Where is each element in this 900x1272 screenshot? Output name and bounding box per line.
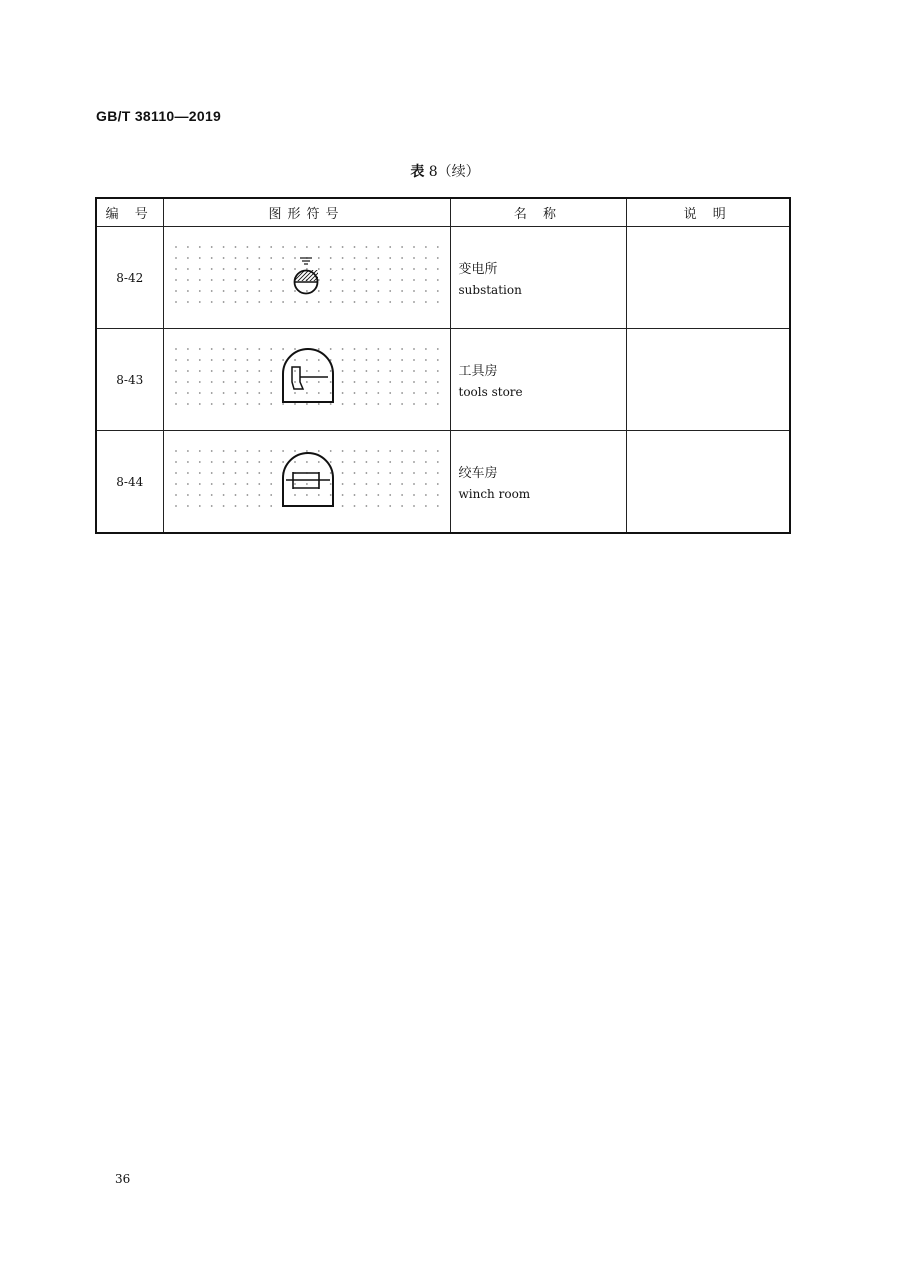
symbol-cell xyxy=(163,227,450,329)
name-cell xyxy=(450,329,626,431)
row-number: 8-43 xyxy=(96,329,163,431)
name-chinese: 变电所 xyxy=(458,262,498,277)
table-row xyxy=(96,329,790,431)
table-row xyxy=(96,431,790,534)
page-number: 36 xyxy=(115,1172,131,1186)
row-number: 8-42 xyxy=(96,227,163,329)
symbols-table xyxy=(95,197,791,534)
name-chinese: 绞车房 xyxy=(458,466,498,481)
name-english: tools store xyxy=(458,385,523,399)
name-chinese: 工具房 xyxy=(458,364,498,379)
winch-room-symbol-icon xyxy=(164,431,450,532)
name-cell xyxy=(450,431,626,534)
description-cell xyxy=(626,227,790,329)
description-cell xyxy=(626,329,790,431)
name-english: substation xyxy=(458,283,522,297)
substation-symbol-icon xyxy=(164,227,450,328)
table-header-row xyxy=(96,198,790,227)
header-description: 说 明 xyxy=(626,198,790,227)
description-cell xyxy=(626,431,790,534)
table-title xyxy=(0,161,890,181)
header-name: 名 称 xyxy=(450,198,626,227)
name-cell xyxy=(450,227,626,329)
header-number: 编 号 xyxy=(96,198,163,227)
name-english: winch room xyxy=(458,487,531,501)
symbol-cell xyxy=(163,431,450,534)
row-number: 8-44 xyxy=(96,431,163,534)
tools-store-symbol-icon xyxy=(164,329,450,430)
header-graphic-symbol: 图形符号 xyxy=(163,198,450,227)
table-row xyxy=(96,227,790,329)
table-title-number: 8（续） xyxy=(424,164,480,180)
symbol-cell xyxy=(163,329,450,431)
standard-code: GB/T 38110—2019 xyxy=(96,108,222,124)
table-title-label: 表 xyxy=(410,164,425,180)
